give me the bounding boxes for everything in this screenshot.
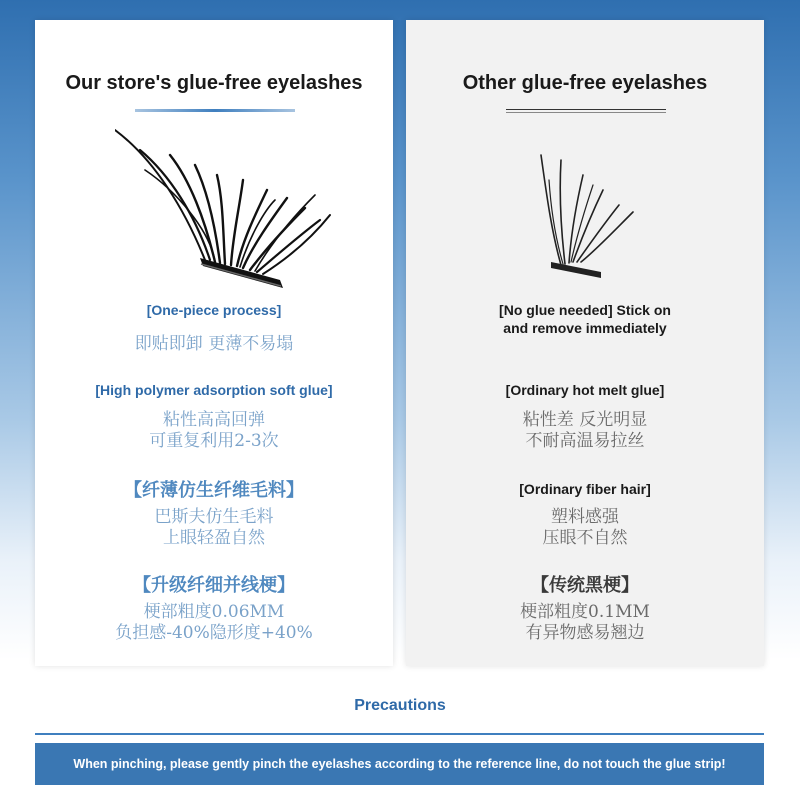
eyelash-cluster-small-icon bbox=[521, 150, 651, 290]
precautions-title: Precautions bbox=[354, 697, 446, 714]
left-feature4-desc-line1: 梗部粗度0.06MM bbox=[143, 602, 285, 622]
left-feature1-heading: [One-piece process] bbox=[146, 302, 282, 318]
right-feature3-heading: [Ordinary fiber hair] bbox=[519, 481, 651, 497]
left-feature3-heading: 【纤薄仿生纤维毛料】 bbox=[124, 480, 304, 501]
eyelash-cluster-large-icon bbox=[115, 120, 335, 300]
left-feature3-desc-line1: 巴斯夫仿生毛料 bbox=[154, 507, 274, 527]
right-feature4-desc-line1: 梗部粗度0.1MM bbox=[520, 602, 650, 622]
other-brand-panel bbox=[406, 20, 764, 666]
left-feature2-desc-line2: 可重复利用2-3次 bbox=[149, 431, 279, 451]
left-feature2-desc-line1: 粘性高高回弹 bbox=[163, 410, 265, 430]
left-panel-title: Our store's glue-free eyelashes bbox=[65, 72, 363, 94]
left-title-divider bbox=[135, 109, 295, 112]
left-feature4-heading: 【升级纤细并线梗】 bbox=[133, 575, 295, 596]
right-feature2-desc-line2: 不耐高温易拉丝 bbox=[525, 431, 645, 451]
our-store-panel bbox=[35, 20, 393, 666]
right-feature2-desc-line1: 粘性差 反光明显 bbox=[522, 410, 648, 430]
precautions-divider bbox=[35, 733, 764, 735]
right-feature3-desc-line2: 压眼不自然 bbox=[542, 528, 628, 548]
left-feature2-heading: [High polymer adsorption soft glue] bbox=[95, 382, 333, 398]
left-feature4-desc-line2: 负担感-40%隐形度+40% bbox=[115, 623, 313, 643]
right-feature1-heading-line1: [No glue needed] Stick on bbox=[499, 302, 671, 318]
right-feature2-heading: [Ordinary hot melt glue] bbox=[505, 382, 665, 398]
right-panel-title: Other glue-free eyelashes bbox=[462, 72, 708, 94]
right-title-divider bbox=[506, 109, 666, 113]
instruction-banner-text: When pinching, please gently pinch the eyelashes according to the reference line, do not touch the glue strip! bbox=[73, 757, 726, 771]
left-feature1-desc: 即贴即卸 更薄不易塌 bbox=[134, 334, 294, 354]
right-feature4-desc-line2: 有异物感易翘边 bbox=[525, 623, 645, 643]
right-feature4-heading: 【传统黑梗】 bbox=[531, 575, 639, 596]
instruction-banner bbox=[35, 743, 764, 785]
right-feature1-heading-line2: and remove immediately bbox=[503, 320, 667, 336]
left-feature3-desc-line2: 上眼轻盈自然 bbox=[163, 528, 265, 548]
right-feature3-desc-line1: 塑料感强 bbox=[551, 507, 619, 527]
